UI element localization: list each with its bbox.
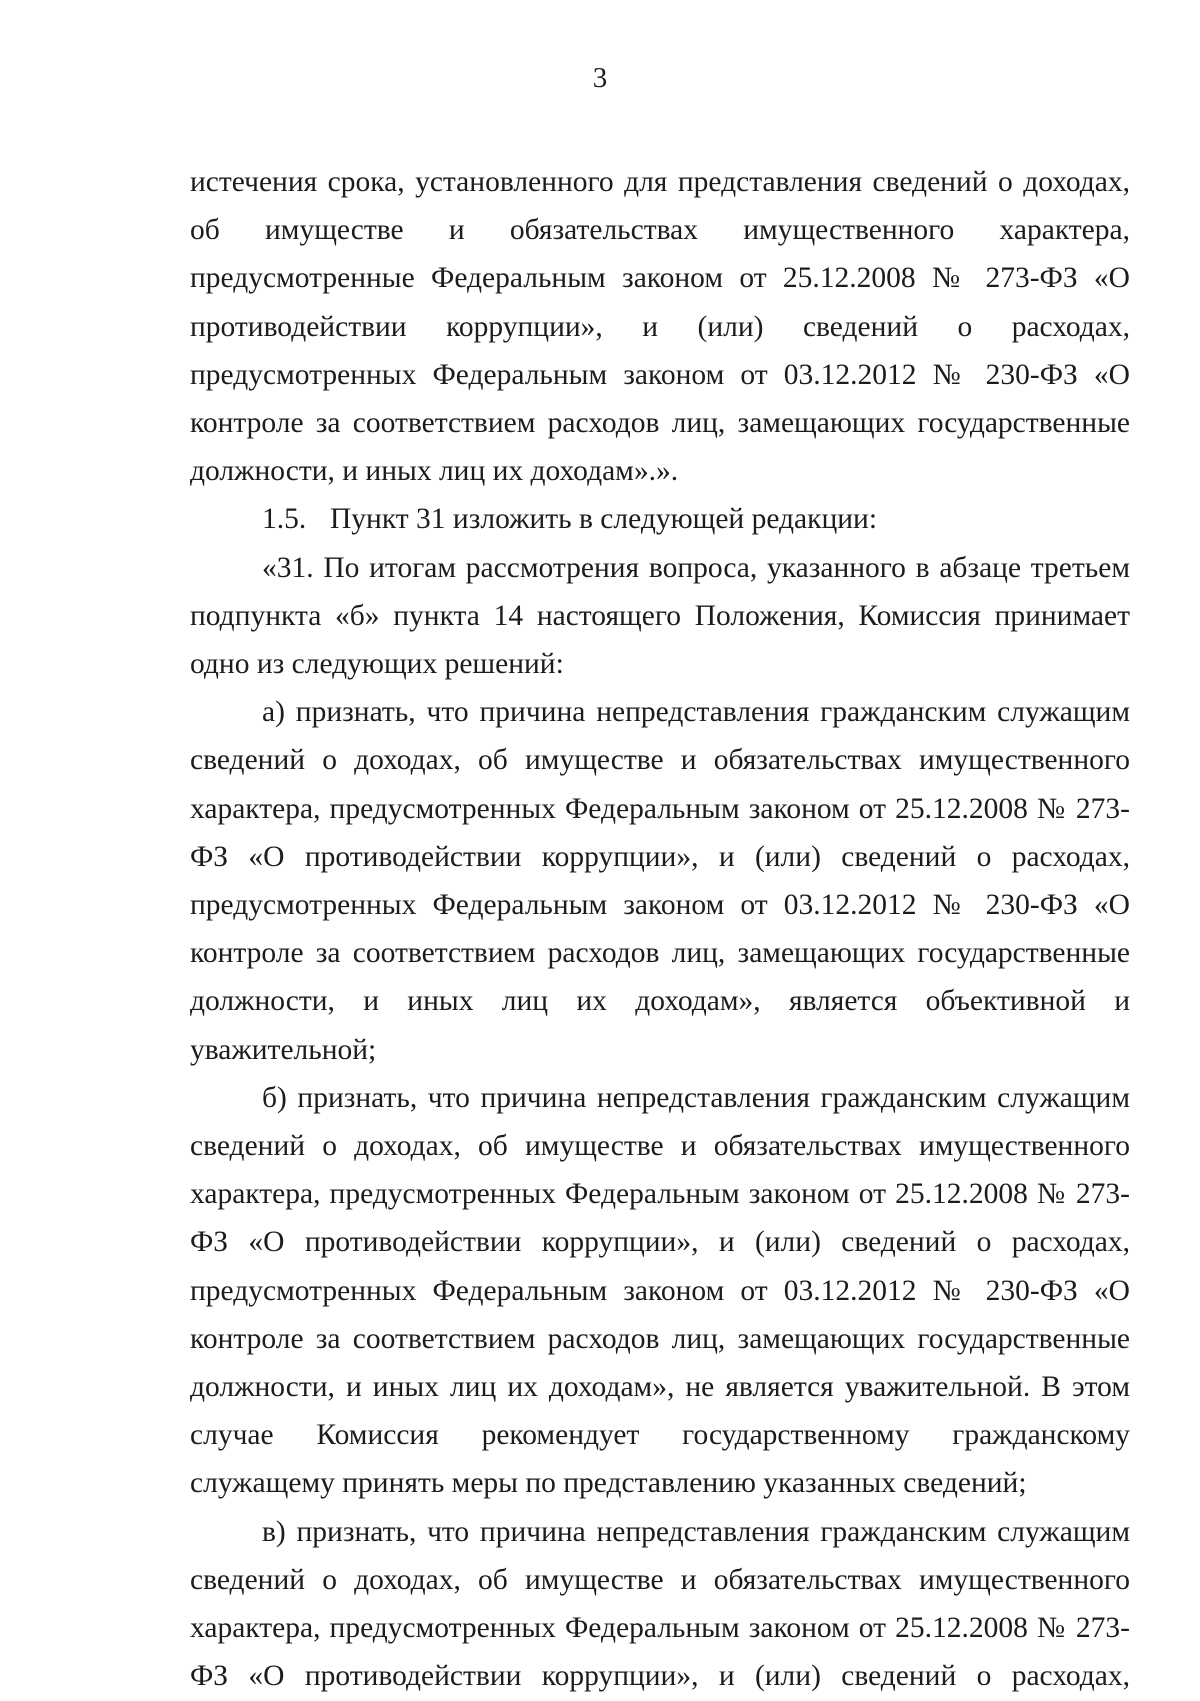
paragraph-subpoint-v: в) признать, что причина непредставления гражданским служащим сведений о доходах, об имуществе и обязательствах имущественного характера, предусмотренных Федеральным законом от 25.12.2008 № 273-ФЗ «О противодействии коррупции», и (или) сведений о расходах, [190,1515,1130,1693]
paragraph-subpoint-b: б) признать, что причина непредставления гражданским служащим сведений о доходах, об имуществе и обязательствах имущественного характера, предусмотренных Федеральным законом от 25.12.2008 № 273-ФЗ «О противодействии коррупции», и (или) сведений о расходах, предусмотренных Федеральным законом от 03.12.2012 № 230-ФЗ «О контроле за соответствием расходов лиц, замещающих государственные должности, и иных лиц их доходам», не является уважительной. В этом случае Комиссия рекомендует государственному гражданскому служащему принять меры по представлению указанных сведений; [190,1081,1130,1500]
paragraph-item-1-5 [190,495,1130,543]
document-body [190,158,1130,1701]
paragraph-point-31: «31. По итогам рассмотрения вопроса, указанного в абзаце третьем подпункта «б» пункта 14 настоящего Положения, Комиссия принимает одно из следующих решений: [190,551,1130,681]
page-number: 3 [592,62,608,94]
item-number: 1.5. [262,503,307,536]
paragraph-subpoint-a: а) признать, что причина непредставления гражданским служащим сведений о доходах, об имуществе и обязательствах имущественного характера, предусмотренных Федеральным законом от 25.12.2008 № 273-ФЗ «О противодействии коррупции», и (или) сведений о расходах, предусмотренных Федеральным законом от 03.12.2012 № 230-ФЗ «О контроле за соответствием расходов лиц, замещающих государственные должности, и иных лиц их доходам», является объективной и уважительной; [190,696,1130,1066]
item-text: Пункт 31 изложить в следующей редакции: [330,503,878,536]
paragraph-continuation: истечения срока, установленного для представления сведений о доходах, об имуществе и обязательствах имущественного характера, предусмотренные Федеральным законом от 25.12.2008 № 273-ФЗ «О противодействии коррупции», и (или) сведений о расходах, предусмотренных Федеральным законом от 03.12.2012 № 230-ФЗ «О контроле за соответствием расходов лиц, замещающих государственные должности, и иных лиц их доходам».». [190,166,1130,488]
